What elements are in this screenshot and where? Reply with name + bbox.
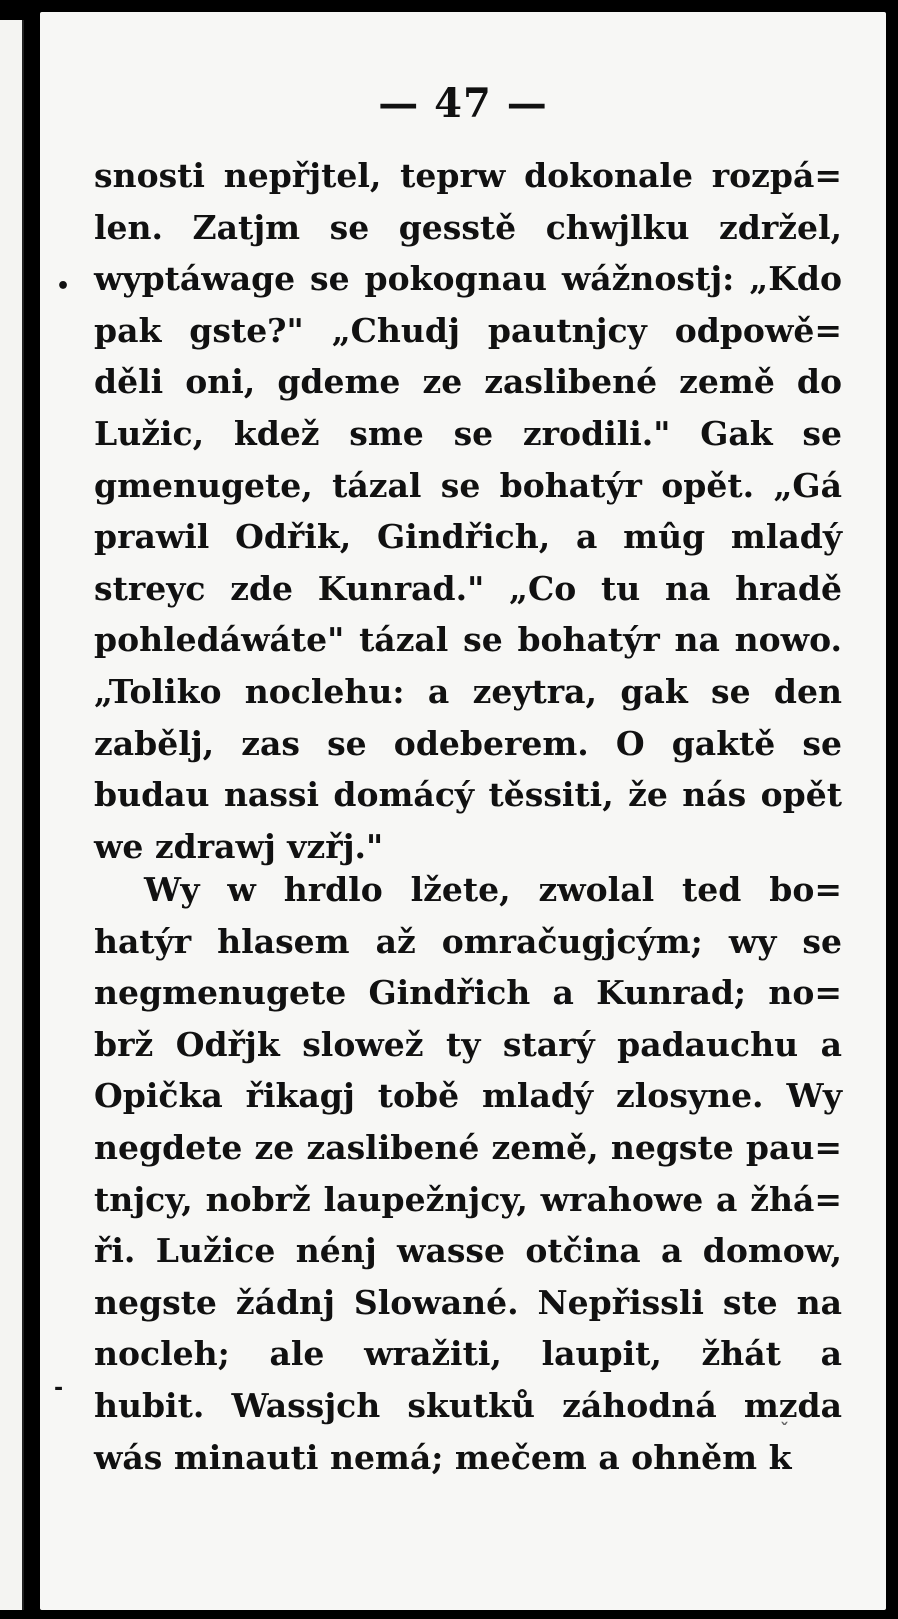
text-line: pohledáwáte" tázal se bohatýr na nowo. xyxy=(94,620,842,660)
text-line: negste žádnj Slowané. Nepřissli ste na xyxy=(94,1282,842,1322)
page-number: — 47 — xyxy=(378,80,548,127)
text-line: pak gste?" „Chudj pautnjcy odpowě= xyxy=(94,310,842,350)
text-line: we zdrawj vzřj." xyxy=(94,826,384,866)
paragraph-2 xyxy=(94,864,842,1483)
text-line: len. Zatjm se gesstě chwjlku zdržel, xyxy=(94,207,842,247)
text-line: Lužic, kdež sme se zrodili." Gak se xyxy=(94,413,842,453)
text-line: Opička řikagj tobě mladý zlosyne. Wy xyxy=(94,1076,842,1116)
text-line: děli oni, gdeme ze zaslibené země do xyxy=(94,362,842,402)
text-line: wás minauti nemá; mečem a ohněm k xyxy=(94,1437,792,1477)
text-line: ři. Lužice nénj wasse otčina a domow, xyxy=(94,1231,842,1271)
margin-mark: - xyxy=(54,1376,64,1401)
margin-mark: ˇ xyxy=(780,1420,789,1441)
text-line: snosti nepřjtel, teprw dokonale rozpá= xyxy=(94,156,842,195)
text-line: negdete ze zaslibené země, negste pau= xyxy=(94,1127,842,1167)
text-line: budau nassi domácý těssiti, že nás opět xyxy=(94,775,842,815)
margin-mark: • xyxy=(56,274,71,299)
text-line: negmenugete Gindřich a Kunrad; no= xyxy=(94,973,842,1013)
text-line: gmenugete, tázal se bohatýr opět. „Gá xyxy=(94,465,842,505)
text-line: hatýr hlasem až omračugjcým; wy se xyxy=(94,921,842,961)
text-line: zabělj, zas se odeberem. O gaktě se xyxy=(94,723,842,763)
text-line: brž Odřjk slowež ty starý padauchu a xyxy=(94,1024,842,1064)
paragraph-1 xyxy=(94,150,842,872)
text-line: hubit. Wassjch skutků záhodná mzda xyxy=(94,1385,842,1425)
text-line: Wy w hrdlo lžete, zwolal ted bo= xyxy=(144,870,842,909)
text-line: prawil Odřik, Gindřich, a mûg mladý xyxy=(94,517,842,557)
text-line: streyc zde Kunrad." „Co tu na hradě xyxy=(94,568,842,608)
facing-page-edge xyxy=(0,20,24,1610)
book-page xyxy=(40,12,886,1610)
text-line: „Toliko noclehu: a zeytra, gak se den xyxy=(94,671,842,711)
text-line: tnjcy, nobrž laupežnjcy, wrahowe a žhá= xyxy=(94,1179,842,1219)
text-line: nocleh; ale wražiti, laupit, žhát a xyxy=(94,1334,842,1374)
text-line: wyptáwage se pokognau wážnostj: „Kdo xyxy=(94,259,842,299)
